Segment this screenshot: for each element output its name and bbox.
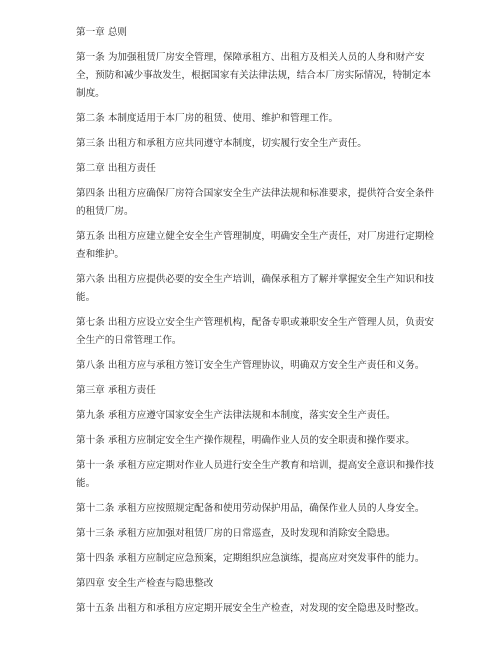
chapter-heading-2: 第二章 出租方责任	[76, 163, 156, 174]
article-3: 第三条 出租方和承租方应共同遵守本制度，切实履行安全生产责任。	[76, 138, 367, 149]
article-7: 第七条 出租方应设立安全生产管理机构，配备专职或兼职安全生产管理人员，负责安全生产的日常管理工作。	[76, 317, 435, 346]
chapter-heading-4: 第四章 安全生产检查与隐患整改	[76, 578, 214, 589]
article-13: 第十三条 承租方应加强对租赁厂房的日常巡查，及时发现和消除安全隐患。	[76, 528, 396, 539]
article-12: 第十二条 承租方应按照规定配备和使用劳动保护用品，确保作业人员的人身安全。	[76, 503, 425, 514]
article-4: 第四条 出租方应确保厂房符合国家安全生产法律法规和标准要求，提供符合安全条件的租赁厂房。	[76, 188, 435, 217]
article-9: 第九条 承租方应遵守国家安全生产法律法规和本制度，落实安全生产责任。	[76, 410, 396, 421]
document-page	[76, 24, 436, 625]
article-11: 第十一条 承租方应定期对作业人员进行安全生产教育和培训，提高安全意识和操作技能。	[76, 460, 435, 489]
article-1: 第一条 为加强租赁厂房安全管理，保障承租方、出租方及相关人员的人身和财产安全，预防和减少事故发生，根据国家有关法律法规，结合本厂房实际情况，特制定本制度。	[76, 52, 431, 99]
article-6: 第六条 出租方应提供必要的安全生产培训，确保承租方了解并掌握安全生产知识和技能。	[76, 274, 435, 303]
article-15: 第十五条 出租方和承租方应定期开展安全生产检查，对发现的安全隐患及时整改。	[76, 603, 425, 614]
chapter-heading-1: 第一章 总则	[76, 27, 128, 38]
article-2: 第二条 本制度适用于本厂房的租赁、使用、维护和管理工作。	[76, 113, 339, 124]
article-8: 第八条 出租方应与承租方签订安全生产管理协议，明确双方安全生产责任和义务。	[76, 360, 425, 371]
article-5: 第五条 出租方应建立健全安全生产管理制度，明确安全生产责任，对厂房进行定期检查和维护。	[76, 231, 435, 260]
chapter-heading-3: 第三章 承租方责任	[76, 385, 156, 396]
article-14: 第十四条 承租方应制定应急预案，定期组织应急演练，提高应对突发事件的能力。	[76, 553, 425, 564]
article-10: 第十条 承租方应制定安全生产操作规程，明确作业人员的安全职责和操作要求。	[76, 435, 415, 446]
